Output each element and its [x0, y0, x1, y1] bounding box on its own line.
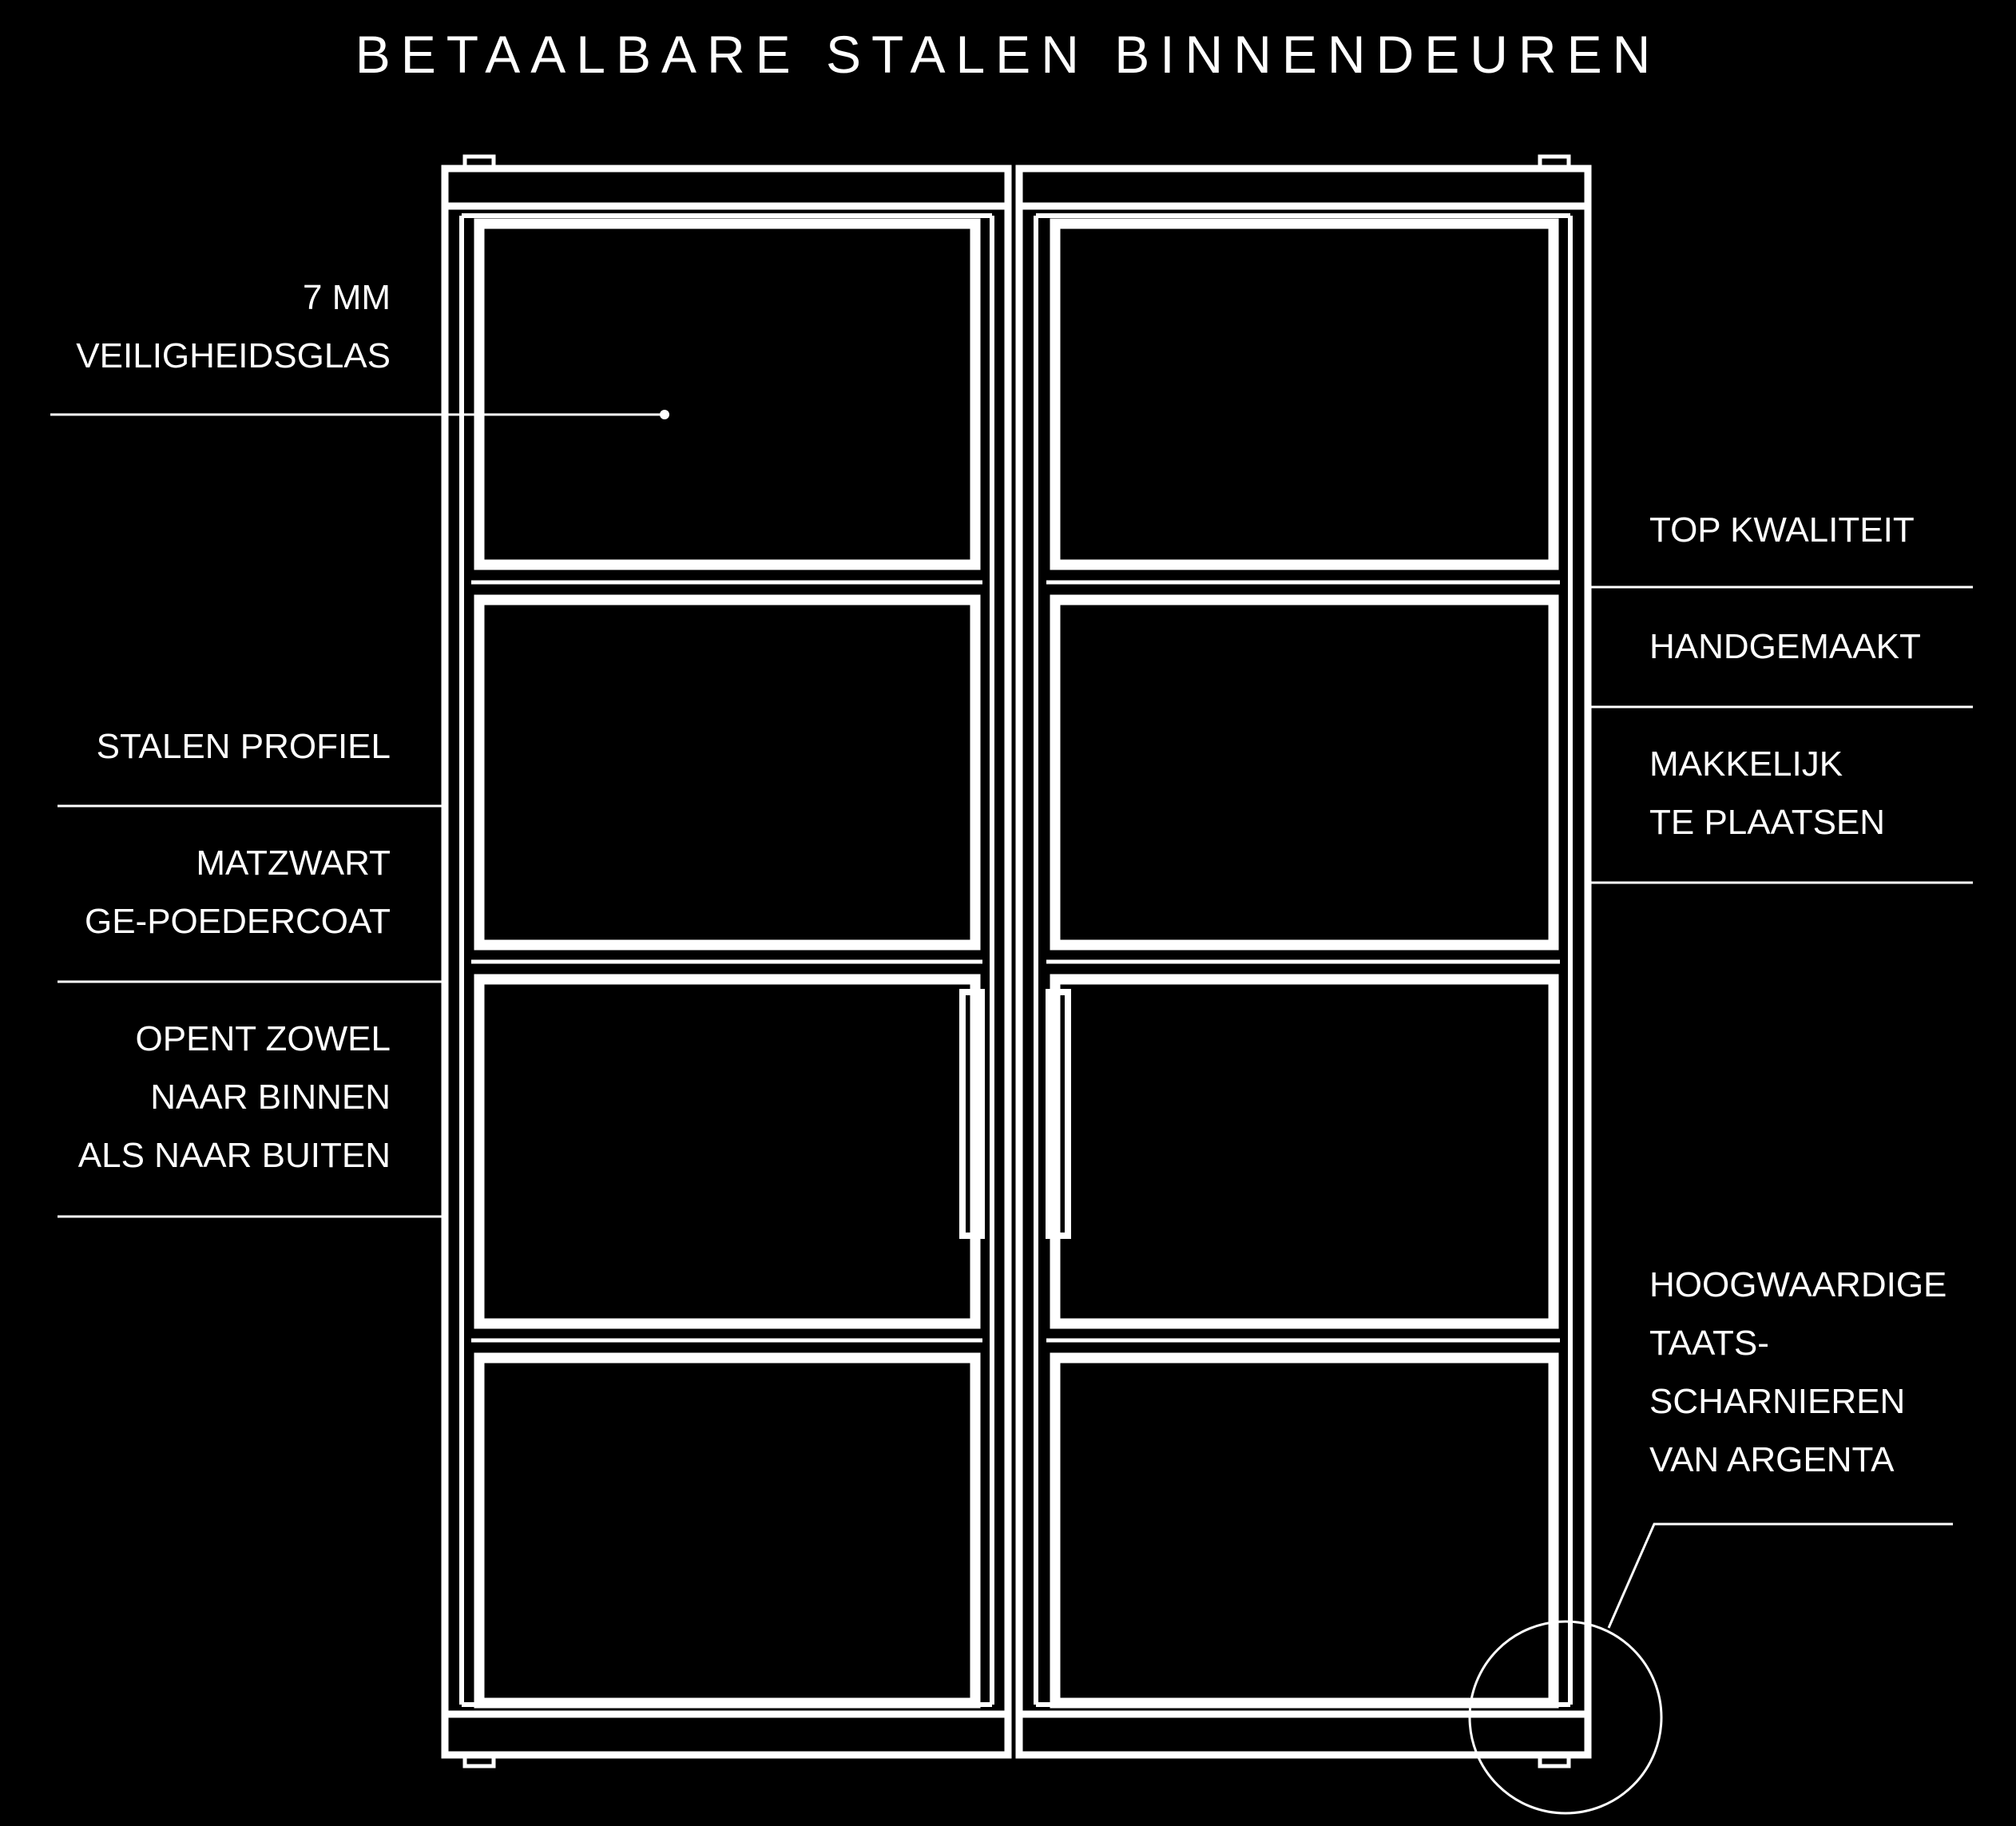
label-steel-profile — [97, 717, 391, 776]
glass-pane — [479, 1358, 975, 1703]
label-line: MAKKELIJK — [1649, 744, 1843, 784]
label-line: ALS NAAR BUITEN — [77, 1136, 391, 1175]
glass-pane — [479, 600, 975, 945]
left-door-bottom-rail — [445, 1714, 1008, 1755]
label-line: VEILIGHEIDSGLAS — [76, 336, 391, 375]
label-line: TAATS- — [1649, 1324, 1769, 1363]
label-line: STALEN PROFIEL — [96, 727, 391, 766]
label-line: TE PLAATSEN — [1649, 803, 1886, 842]
leader-dot-glass — [660, 410, 669, 419]
label-line: NAAR BINNEN — [150, 1078, 391, 1117]
pivot-hinge-bottom — [465, 1757, 494, 1766]
label-easy-install — [1649, 735, 1885, 851]
leader-line-hinges — [1609, 1524, 1953, 1628]
glass-pane — [479, 979, 975, 1324]
label-handmade — [1649, 617, 1921, 676]
label-line: HOOGWAARDIGE — [1649, 1265, 1947, 1304]
label-line: OPENT ZOWEL — [135, 1019, 391, 1058]
left-door-top-rail — [445, 169, 1008, 206]
right-door — [1019, 157, 1588, 1766]
pivot-hinge-top — [465, 157, 494, 168]
label-safety-glass — [76, 268, 391, 385]
label-powder-coating — [85, 834, 391, 951]
glass-pane — [1055, 979, 1554, 1324]
label-opening-direction — [78, 1010, 391, 1185]
glass-pane — [1055, 1358, 1554, 1703]
label-top-quality — [1649, 501, 1915, 559]
right-door-bottom-rail — [1019, 1714, 1588, 1755]
label-line: HANDGEMAAKT — [1649, 627, 1921, 666]
glass-pane — [479, 224, 975, 565]
pivot-hinge-top — [1540, 157, 1569, 168]
label-line: 7 MM — [303, 278, 391, 317]
label-line: VAN ARGENTA — [1649, 1440, 1895, 1479]
left-door — [445, 157, 1008, 1766]
label-pivot-hinges — [1649, 1256, 1947, 1489]
glass-pane — [1055, 224, 1554, 565]
right-door-top-rail — [1019, 169, 1588, 206]
label-line: SCHARNIEREN — [1649, 1382, 1906, 1421]
label-line: TOP KWALITEIT — [1649, 510, 1915, 550]
label-line: GE-POEDERCOAT — [84, 902, 391, 941]
glass-pane — [1055, 600, 1554, 945]
label-line: MATZWART — [196, 844, 391, 883]
pivot-hinge-bottom — [1540, 1757, 1569, 1766]
diagram-title: BETAALBARE STALEN BINNENDEUREN — [355, 25, 1661, 84]
